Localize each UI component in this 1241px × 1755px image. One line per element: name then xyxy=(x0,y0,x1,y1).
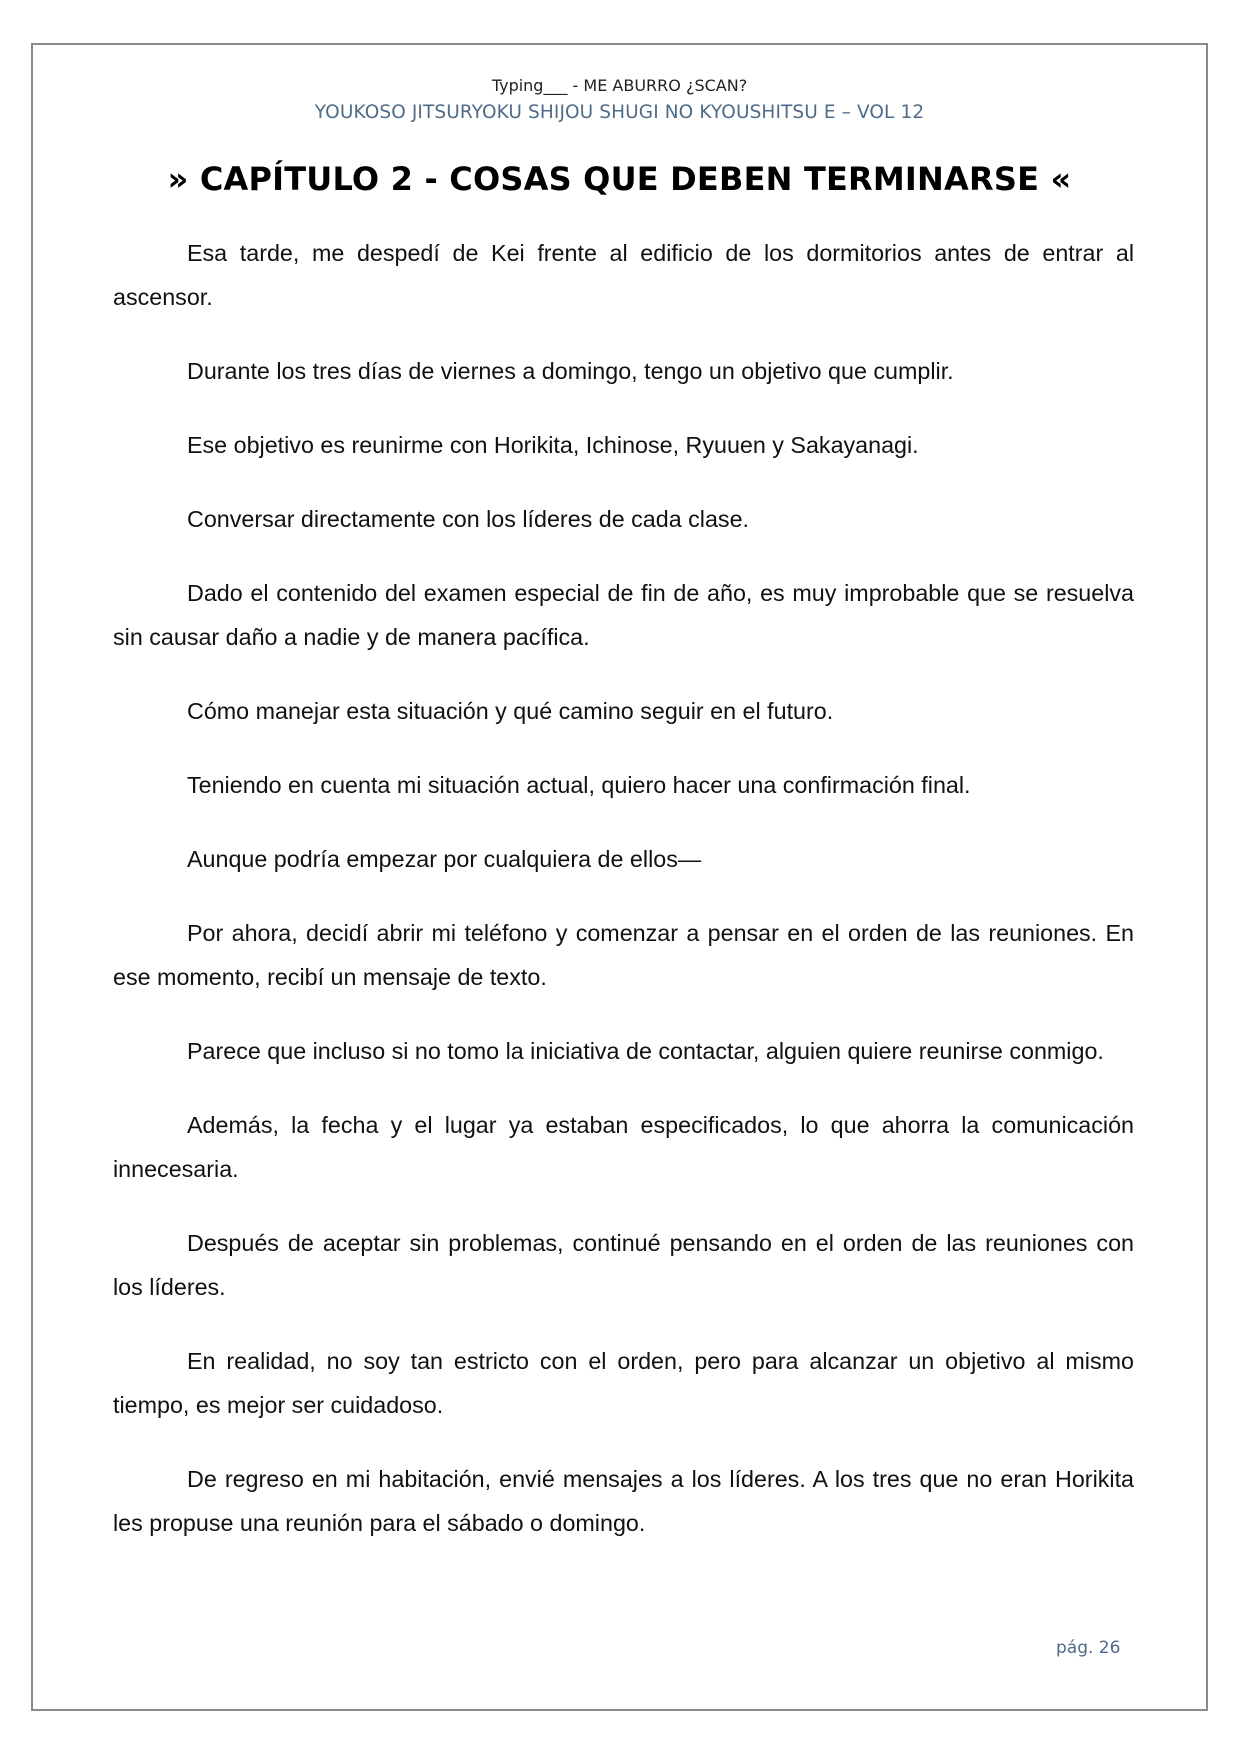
paragraph: Esa tarde, me despedí de Kei frente al edificio de los dormitorios antes de entrar al ascensor. xyxy=(113,240,1134,310)
chapter-body xyxy=(113,231,1134,1575)
header-typing-credit: Typing___ - ME ABURRO ¿SCAN? xyxy=(491,76,748,95)
paragraph: Parece que incluso si no tomo la iniciativa de contactar, alguien quiere reunirse conmigo. xyxy=(187,1038,1104,1064)
paragraph: Ese objetivo es reunirme con Horikita, Ichinose, Ryuuen y Sakayanagi. xyxy=(187,432,919,458)
page-number: pág. 26 xyxy=(1056,1638,1121,1658)
paragraph: Además, la fecha y el lugar ya estaban especificados, lo que ahorra la comunicación innecesaria. xyxy=(113,1112,1134,1182)
paragraph: Durante los tres días de viernes a domingo, tengo un objetivo que cumplir. xyxy=(187,358,954,384)
paragraph: Cómo manejar esta situación y qué camino seguir en el futuro. xyxy=(187,698,834,724)
header-book-title: YOUKOSO JITSURYOKU SHIJOU SHUGI NO KYOUSHITSU E – VOL 12 xyxy=(314,102,925,123)
paragraph: Dado el contenido del examen especial de fin de año, es muy improbable que se resuelva sin causar daño a nadie y de manera pacífica. xyxy=(113,580,1134,650)
paragraph: Aunque podría empezar por cualquiera de ellos— xyxy=(187,846,702,872)
paragraph: De regreso en mi habitación, envié mensajes a los líderes. A los tres que no eran Horikita les propuse una reunión para el sábado o domingo. xyxy=(113,1466,1134,1536)
paragraph: Por ahora, decidí abrir mi teléfono y comenzar a pensar en el orden de las reuniones. En ese momento, recibí un mensaje de texto. xyxy=(113,920,1134,990)
paragraph: En realidad, no soy tan estricto con el orden, pero para alcanzar un objetivo al mismo tiempo, es mejor ser cuidadoso. xyxy=(113,1348,1134,1418)
chapter-title: » CAPÍTULO 2 - COSAS QUE DEBEN TERMINARSE « xyxy=(167,160,1072,198)
paragraph: Después de aceptar sin problemas, continué pensando en el orden de las reuniones con los líderes. xyxy=(113,1230,1134,1300)
paragraph: Conversar directamente con los líderes de cada clase. xyxy=(187,506,750,532)
paragraph: Teniendo en cuenta mi situación actual, quiero hacer una confirmación final. xyxy=(187,772,971,798)
